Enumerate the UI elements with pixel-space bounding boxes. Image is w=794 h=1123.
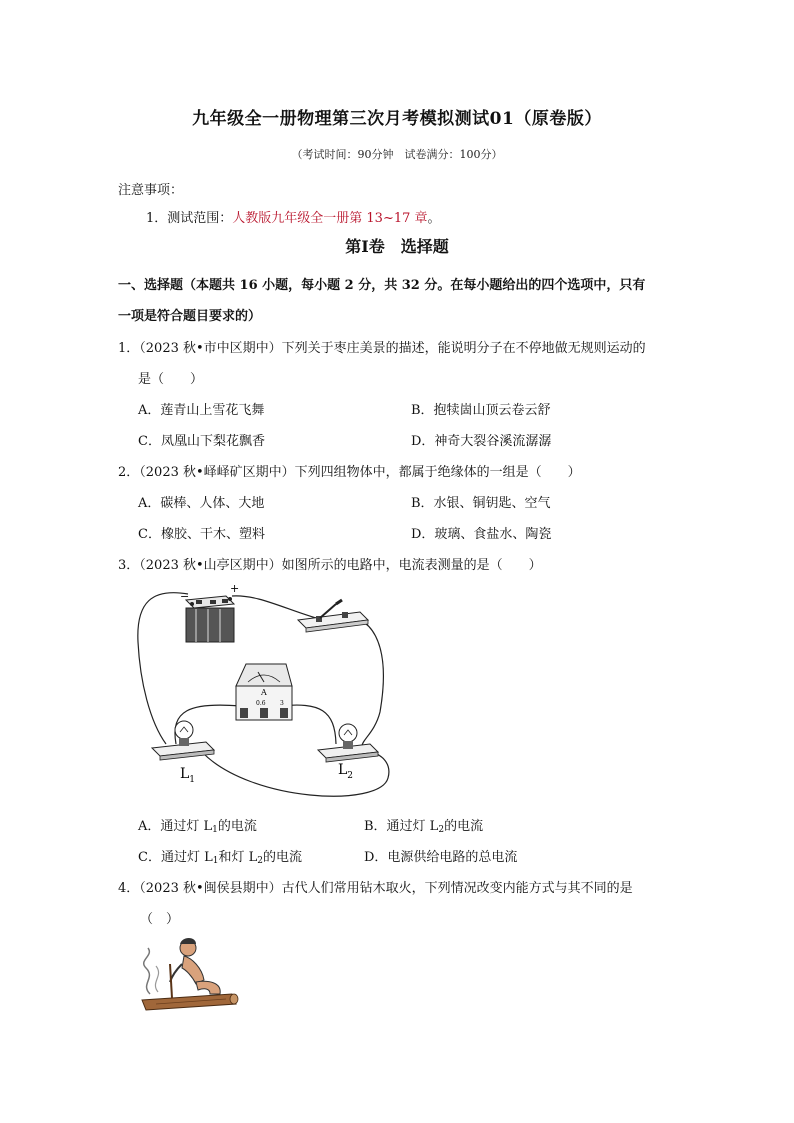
q1-option-c: C．凤凰山下梨花飘香 [138, 434, 265, 449]
q3-option-a: A．通过灯 $L_1$的电流 [138, 819, 257, 835]
battery-icon [186, 596, 234, 642]
q2-option-b: B．水银、铜钥匙、空气 [411, 496, 551, 511]
lamp-l1-icon [152, 721, 214, 760]
q2-option-d: D．玻璃、食盐水、陶瓷 [411, 527, 552, 542]
q3-stem-line1: 3．（2023 秋•山亭区期中）如图所示的电路中，电流表测量的是（ ） [118, 558, 542, 573]
ammeter-terminal-label-06: 0.6 [256, 700, 266, 707]
wire-l1-to-l2-bottom [202, 752, 389, 796]
q4-stem-line1: 4．（2023 秋•闽侯县期中）古代人们常用钻木取火，下列情况改变内能方式与其不同的是 [118, 881, 633, 896]
q1-stem-line2: 是（ ） [138, 372, 204, 387]
q3-option-c: C．通过灯 $L_1$和灯 $L_2$的电流 [138, 850, 302, 866]
q4-stem-line2: （ ） [140, 912, 180, 927]
lamp-l1-label: $L_1$ [180, 766, 196, 785]
section-instruction-line2: 一项是符合题目要求的） [118, 309, 262, 324]
q3-option-b: B．通过灯 $L_2$的电流 [364, 819, 484, 835]
battery-plus-label: + [230, 582, 240, 595]
page-title: 九年级全一册物理第三次月考模拟测试01（原卷版） [192, 109, 602, 129]
q2-option-a: A．碳棒、人体、大地 [138, 496, 265, 511]
ammeter-terminal-label-3: 3 [280, 700, 284, 707]
battery-minus-label: − [180, 590, 190, 603]
notes-item-1 [146, 207, 441, 226]
circuit-diagram [130, 582, 400, 804]
notes-item-suffix: 。 [427, 211, 441, 226]
q1-stem-line1: 1．（2023 秋•市中区期中）下列关于枣庄美景的描述，能说明分子在不停地做无规则运动的 [118, 341, 646, 356]
ammeter-letter: A [261, 688, 267, 697]
lamp-l2-label: $L_2$ [338, 762, 354, 781]
notes-heading: 注意事项： [118, 183, 184, 198]
notes-item-scope: 人教版九年级全一册第 13~17 章 [232, 211, 428, 226]
notes-item-prefix: 1．测试范围： [146, 211, 233, 226]
q1-option-a: A．莲青山上雪花飞舞 [138, 403, 265, 418]
section-instruction-line1: 一、选择题（本题共 16 小题，每小题 2 分，共 32 分。在每小题给出的四个选项中，只有 [118, 278, 646, 293]
q1-option-d: D．神奇大裂谷溪流潺潺 [411, 434, 552, 449]
section-title: 第Ⅰ卷 选择题 [345, 237, 449, 256]
q1-option-b: B．抱犊崮山顶云卷云舒 [411, 403, 551, 418]
q2-option-c: C．橡胶、干木、塑料 [138, 527, 265, 542]
fire-drill-illustration [136, 934, 246, 1014]
q3-option-d: D．电源供给电路的总电流 [364, 850, 518, 865]
page-subtitle: （考试时间：90分钟 试卷满分：100分） [291, 148, 503, 161]
q2-stem-line1: 2．（2023 秋•峄峄矿区期中）下列四组物体中，都属于绝缘体的一组是（ ） [118, 465, 581, 480]
lamp-l2-icon [318, 724, 378, 762]
